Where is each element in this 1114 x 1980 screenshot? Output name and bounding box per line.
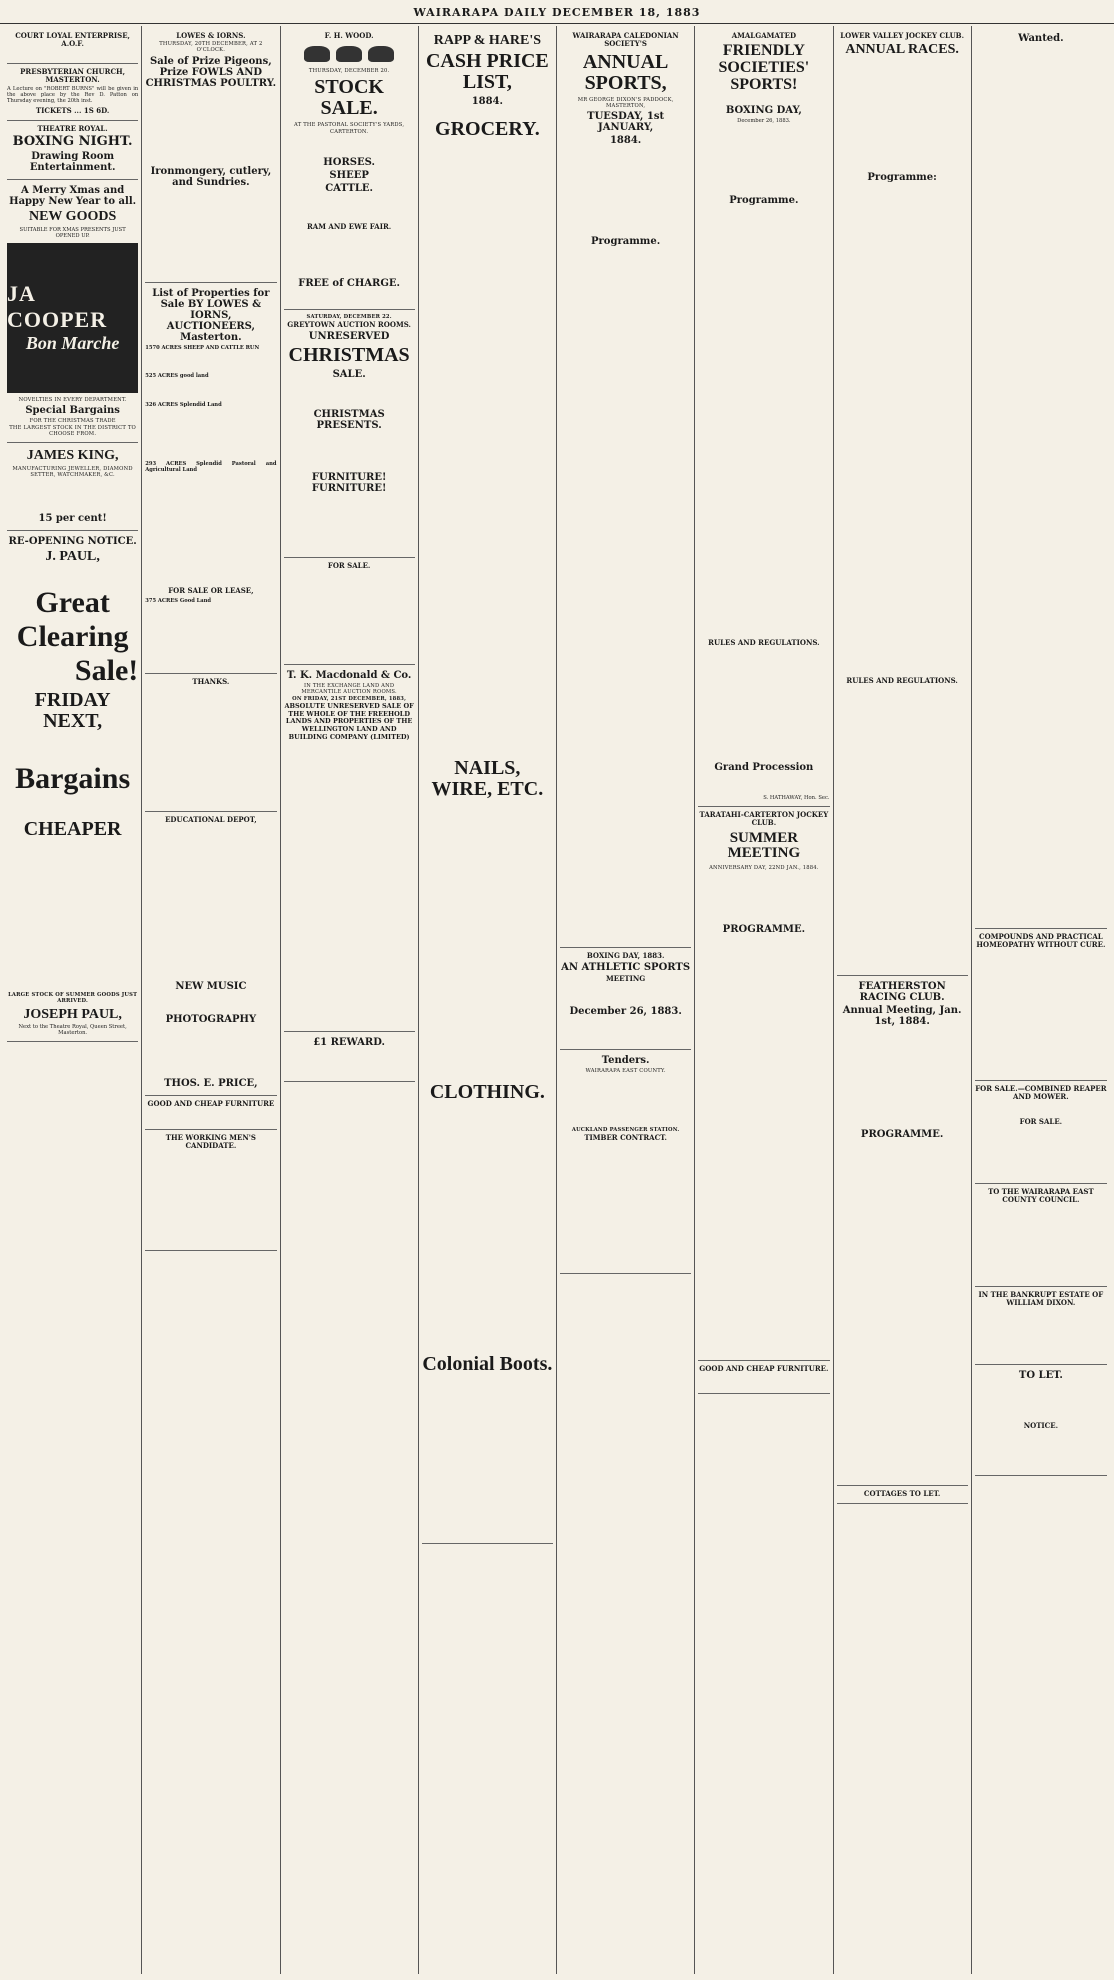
- novelties: NOVELTIES IN EVERY DEPARTMENT.: [18, 396, 127, 403]
- price-list-year: 1884.: [471, 96, 504, 108]
- to-let: TO LET.: [1018, 1370, 1063, 1382]
- programme-feath: PROGRAMME.: [860, 1128, 944, 1140]
- christmas-sale-label: SALE.: [332, 369, 366, 381]
- court-notice: COURT LOYAL ENTERPRISE, A.O.F.: [15, 31, 130, 49]
- reward: £1 REWARD.: [313, 1037, 386, 1049]
- column-8: [972, 26, 1110, 1974]
- taratahi: TARATAHI-CARTERTON JOCKEY CLUB.: [699, 810, 829, 828]
- tickets: TICKETS ... 1S 6D.: [35, 105, 110, 115]
- grocery: GROCERY.: [435, 117, 540, 140]
- boxing-day: BOXING DAY, 1883.: [586, 950, 665, 960]
- discount: 15 per cent!: [38, 512, 107, 524]
- thanks: THANKS.: [192, 677, 230, 686]
- large-stock: LARGE STOCK OF SUMMER GOODS JUST ARRIVED.: [8, 992, 138, 1005]
- hathaway: S. HATHAWAY, Hon. Sec.: [763, 794, 830, 801]
- newspaper-page: [4, 26, 1110, 1974]
- tuesday: TUESDAY, 1st JANUARY,: [587, 110, 665, 133]
- compounds: COMPOUNDS AND PRACTICAL HOMEOPATHY WITHOUT CURE.: [976, 931, 1106, 950]
- cash-price-list: CASH PRICE LIST,: [425, 50, 549, 94]
- wood-date: THURSDAY, DECEMBER 20.: [308, 68, 390, 75]
- notice: NOTICE.: [1023, 1421, 1059, 1431]
- tenders-ad: [560, 1050, 691, 1274]
- furniture-ad: [145, 1096, 276, 1130]
- athletic-ad: [560, 948, 691, 1050]
- clearing: Clearing: [16, 620, 129, 654]
- sheep: SHEEP: [329, 170, 369, 181]
- to-let-ad: [975, 1365, 1107, 1476]
- mower: FOR SALE.—COMBINED REAPER AND MOWER.: [975, 1083, 1107, 1102]
- theatre-ad: [7, 121, 138, 181]
- auckland-station: AUCKLAND PASSENGER STATION.: [571, 1127, 680, 1134]
- acres-2: 525 ACRES good land: [145, 373, 209, 380]
- programme-taratahi: PROGRAMME.: [722, 924, 806, 936]
- court-notice-ad: [7, 28, 138, 64]
- colonial-boots: Colonial Boots.: [422, 1352, 553, 1375]
- featherston-ad: [837, 976, 968, 1486]
- properties-ad: [145, 283, 276, 674]
- sale: Sale!: [74, 654, 139, 688]
- acres-4: 293 ACRES Splendid Pastoral and Agricultural Land: [145, 460, 277, 473]
- merry-xmas-ad: [7, 180, 138, 443]
- christmas-presents: CHRISTMAS PRESENTS.: [313, 408, 385, 431]
- wood-header: F. H. WOOD.: [324, 31, 374, 40]
- nails-wire: NAILS, WIRE, ETC.: [431, 757, 544, 801]
- stock-sale: STOCK SALE.: [314, 76, 384, 120]
- merry-xmas: A Merry Xmas and Happy New Year to all.: [9, 185, 137, 208]
- featherston: FEATHERSTON RACING CLUB.: [858, 980, 946, 1003]
- unreserved: UNRESERVED: [308, 331, 390, 343]
- column-4: [419, 26, 557, 1974]
- joseph-paul: JOSEPH PAUL,: [23, 1006, 122, 1022]
- rules-7: RULES AND REGULATIONS.: [846, 675, 958, 685]
- friendly-date: December 26, 1883.: [737, 117, 791, 124]
- new-goods: NEW GOODS: [28, 209, 117, 225]
- macdonald: T. K. Macdonald & Co.: [286, 669, 412, 681]
- sports-year: 1884.: [609, 134, 642, 146]
- theatre-heading: THEATRE ROYAL.: [37, 123, 108, 133]
- furniture-ad-6: [698, 1361, 829, 1395]
- acres-3: 326 ACRES Splendid Land: [145, 401, 222, 408]
- masthead-title: WAIRARAPA DAILY DECEMBER 18, 1883: [413, 6, 701, 19]
- bon-marche-logo: [7, 243, 138, 393]
- wood-stock-ad: [284, 28, 415, 310]
- column-6: [695, 26, 833, 1974]
- for-sale: FOR SALE.: [327, 560, 371, 570]
- bankrupt: IN THE BANKRUPT ESTATE OF WILLIAM DIXON.: [978, 1289, 1104, 1308]
- compounds-ad: [975, 929, 1107, 1081]
- caledonian-ad: [560, 28, 691, 948]
- friendly-sports: FRIENDLY SOCIETIES' SPORTS!: [718, 42, 810, 93]
- county-council: TO THE WAIRARAPA EAST COUNTY COUNCIL.: [988, 1186, 1094, 1205]
- thanks-ad: [145, 674, 276, 812]
- grand-procession: Grand Procession: [714, 761, 814, 773]
- acres-5: 375 ACRES Good Land: [145, 597, 212, 604]
- column-1: [4, 26, 142, 1974]
- acres-1: 1570 ACRES SHEEP AND CATTLE RUN: [145, 344, 260, 351]
- greytown: GREYTOWN AUCTION ROOMS.: [287, 320, 411, 329]
- county-ad: [975, 1184, 1107, 1287]
- livestock-illustration: [284, 46, 415, 62]
- educational: EDUCATIONAL DEPOT,: [165, 814, 257, 824]
- paul-ad: [7, 531, 138, 1043]
- sale-ads: [975, 1081, 1107, 1184]
- horse-icon: [304, 46, 330, 62]
- ram-ewe: RAM AND EWE FAIR.: [306, 221, 392, 231]
- yards: AT THE PASTORAL SOCIETY'S YARDS, CARTERTON.: [294, 122, 405, 135]
- friday-next: FRIDAY NEXT,: [34, 689, 111, 733]
- lecture-text: A Lecture on "ROBERT BURNS" will be given in the above place by the Rev D. Patton on Thursday evening, the 20th inst.: [7, 86, 139, 105]
- horses: HORSES.: [323, 157, 375, 168]
- rapp-hare: RAPP & HARE'S: [433, 33, 542, 48]
- free-of-charge: FREE of CHARGE.: [298, 277, 400, 289]
- taratahi-ad: [698, 807, 829, 1361]
- saturday: SATURDAY, DECEMBER 22.: [306, 313, 392, 320]
- tenders: Tenders.: [601, 1055, 650, 1066]
- column-7: [834, 26, 972, 1974]
- church-heading: PRESBYTERIAN CHURCH, MASTERTON.: [20, 66, 126, 84]
- great: Great: [35, 586, 110, 620]
- column-2: [142, 26, 280, 1974]
- lowes-header: LOWES & IORNS.: [176, 31, 246, 40]
- drawing-room: Drawing Room Entertainment.: [29, 151, 116, 174]
- meeting: MEETING: [605, 973, 646, 983]
- lowes-ad-1: [145, 28, 276, 283]
- good-cheap: GOOD AND CHEAP FURNITURE: [147, 1099, 275, 1109]
- clothing: CLOTHING.: [429, 1080, 545, 1103]
- cattle: CATTLE.: [325, 183, 374, 194]
- christmas-trade: FOR THE CHRISTMAS TRADE: [29, 418, 116, 425]
- logo-top: JA COOPER: [7, 281, 108, 333]
- bargains: Bargains: [15, 761, 131, 795]
- reopening: RE-OPENING NOTICE.: [8, 535, 137, 547]
- good-cheap-6: GOOD AND CHEAP FURNITURE.: [699, 1363, 829, 1373]
- programme: Programme.: [591, 235, 661, 247]
- boxing-day-6: BOXING DAY,: [725, 104, 802, 116]
- athletic-sports: AN ATHLETIC SPORTS: [561, 961, 691, 973]
- logo-bottom: Bon Marche: [25, 333, 120, 354]
- cattle-icon: [368, 46, 394, 62]
- regulations-6: RULES AND REGULATIONS.: [708, 638, 820, 648]
- timber-contract: TIMBER CONTRACT.: [584, 1133, 667, 1143]
- macdonald-ad: [284, 665, 415, 1032]
- lower-valley: LOWER VALLEY JOCKEY CLUB.: [840, 31, 965, 40]
- paddock: MR GEORGE DIXON'S PADDOCK, MASTERTON,: [577, 96, 674, 109]
- caledonian-header: WAIRARAPA CALEDONIAN SOCIETY'S: [572, 31, 679, 49]
- prize-pigeons: Sale of Prize Pigeons, Prize FOWLS AND CHRISTMAS POULTRY.: [145, 55, 277, 89]
- summer-meeting: SUMMER MEETING: [727, 829, 801, 862]
- xmas-presents: SUITABLE FOR XMAS PRESENTS JUST OPENED UP.: [19, 226, 126, 239]
- friday-date: ON FRIDAY, 21ST DECEMBER, 1883,: [292, 695, 407, 702]
- james-king-ad: [7, 443, 138, 530]
- properties: List of Properties for Sale BY LOWES & IORNS, AUCTIONEERS, Masterton.: [152, 287, 270, 343]
- furniture: FURNITURE! FURNITURE!: [311, 471, 387, 494]
- lower-valley-ad: [837, 28, 968, 976]
- exchange: IN THE EXCHANGE LAND AND MERCANTILE AUCTION ROOMS.: [301, 682, 397, 695]
- james-king: JAMES KING,: [26, 448, 119, 464]
- for-sale-lease: FOR SALE OR LEASE,: [168, 586, 254, 596]
- cheaper: CHEAPER: [23, 818, 122, 841]
- absolute-sale: ABSOLUTE UNRESERVED SALE OF THE WHOLE OF THE FREEHOLD LANDS AND PROPERTIES OF THE WELLINGTON LAND AND BUILDING COMPANY (LIMITED): [284, 702, 414, 741]
- working-man-ad: [145, 1130, 276, 1251]
- programme-6: Programme.: [729, 195, 799, 207]
- for-sale-ad: [284, 558, 415, 665]
- annual-meeting: Annual Meeting, Jan. 1st, 1884.: [842, 1004, 962, 1027]
- masthead: [0, 0, 1114, 24]
- programme-7: Programme:: [867, 171, 937, 183]
- annual-sports: ANNUAL SPORTS,: [582, 50, 669, 94]
- paul: J. PAUL,: [45, 548, 100, 564]
- christmas: CHRISTMAS: [288, 344, 410, 367]
- wanted-ad: [975, 28, 1107, 929]
- reward-ad: [284, 1032, 415, 1082]
- working-man: THE WORKING MEN'S CANDIDATE.: [165, 1132, 256, 1151]
- lowes-date: THURSDAY, 20TH DECEMBER, AT 2 O'CLOCK.: [159, 41, 263, 54]
- photography: PHOTOGRAPHY: [165, 1014, 257, 1026]
- cottages: COTTAGES TO LET.: [863, 1488, 941, 1498]
- boxing-night: BOXING NIGHT.: [12, 134, 133, 149]
- bankrupt-ad: [975, 1287, 1107, 1366]
- new-music: NEW MUSIC: [175, 981, 247, 992]
- athletic-date: December 26, 1883.: [569, 1005, 682, 1017]
- annual-races: ANNUAL RACES.: [845, 42, 959, 58]
- thos-price: THOS. E. PRICE,: [164, 1078, 258, 1090]
- wanted-header: Wanted.: [1018, 33, 1064, 44]
- amalgamated: AMALGAMATED: [731, 31, 797, 40]
- paul-address: Next to the Theatre Royal, Queen Street, Masterton.: [18, 1023, 127, 1037]
- educational-ad: [145, 812, 276, 1097]
- largest-stock: THE LARGEST STOCK IN THE DISTRICT TO CHOOSE FROM.: [9, 425, 136, 438]
- column-3: [281, 26, 419, 1974]
- east-county: WAIRARAPA EAST COUNTY.: [585, 1068, 666, 1074]
- anniversary: ANNIVERSARY DAY, 22ND JAN., 1884.: [709, 865, 819, 872]
- column-5: [557, 26, 695, 1974]
- friendly-societies-ad: [698, 28, 829, 807]
- special-bargains: Special Bargains: [25, 405, 120, 417]
- for-sale-8: FOR SALE.: [1019, 1116, 1063, 1126]
- ironmongery: Ironmongery, cutlery, and Sundries.: [150, 166, 272, 188]
- sheep-icon: [336, 46, 362, 62]
- church-ad: [7, 64, 138, 121]
- jeweller: MANUFACTURING JEWELLER, DIAMOND SETTER, WATCHMAKER, &C.: [12, 465, 133, 478]
- christmas-sale-ad: [284, 310, 415, 558]
- rapp-hare-ad: [422, 28, 553, 1544]
- cottages-ad: [837, 1486, 968, 1504]
